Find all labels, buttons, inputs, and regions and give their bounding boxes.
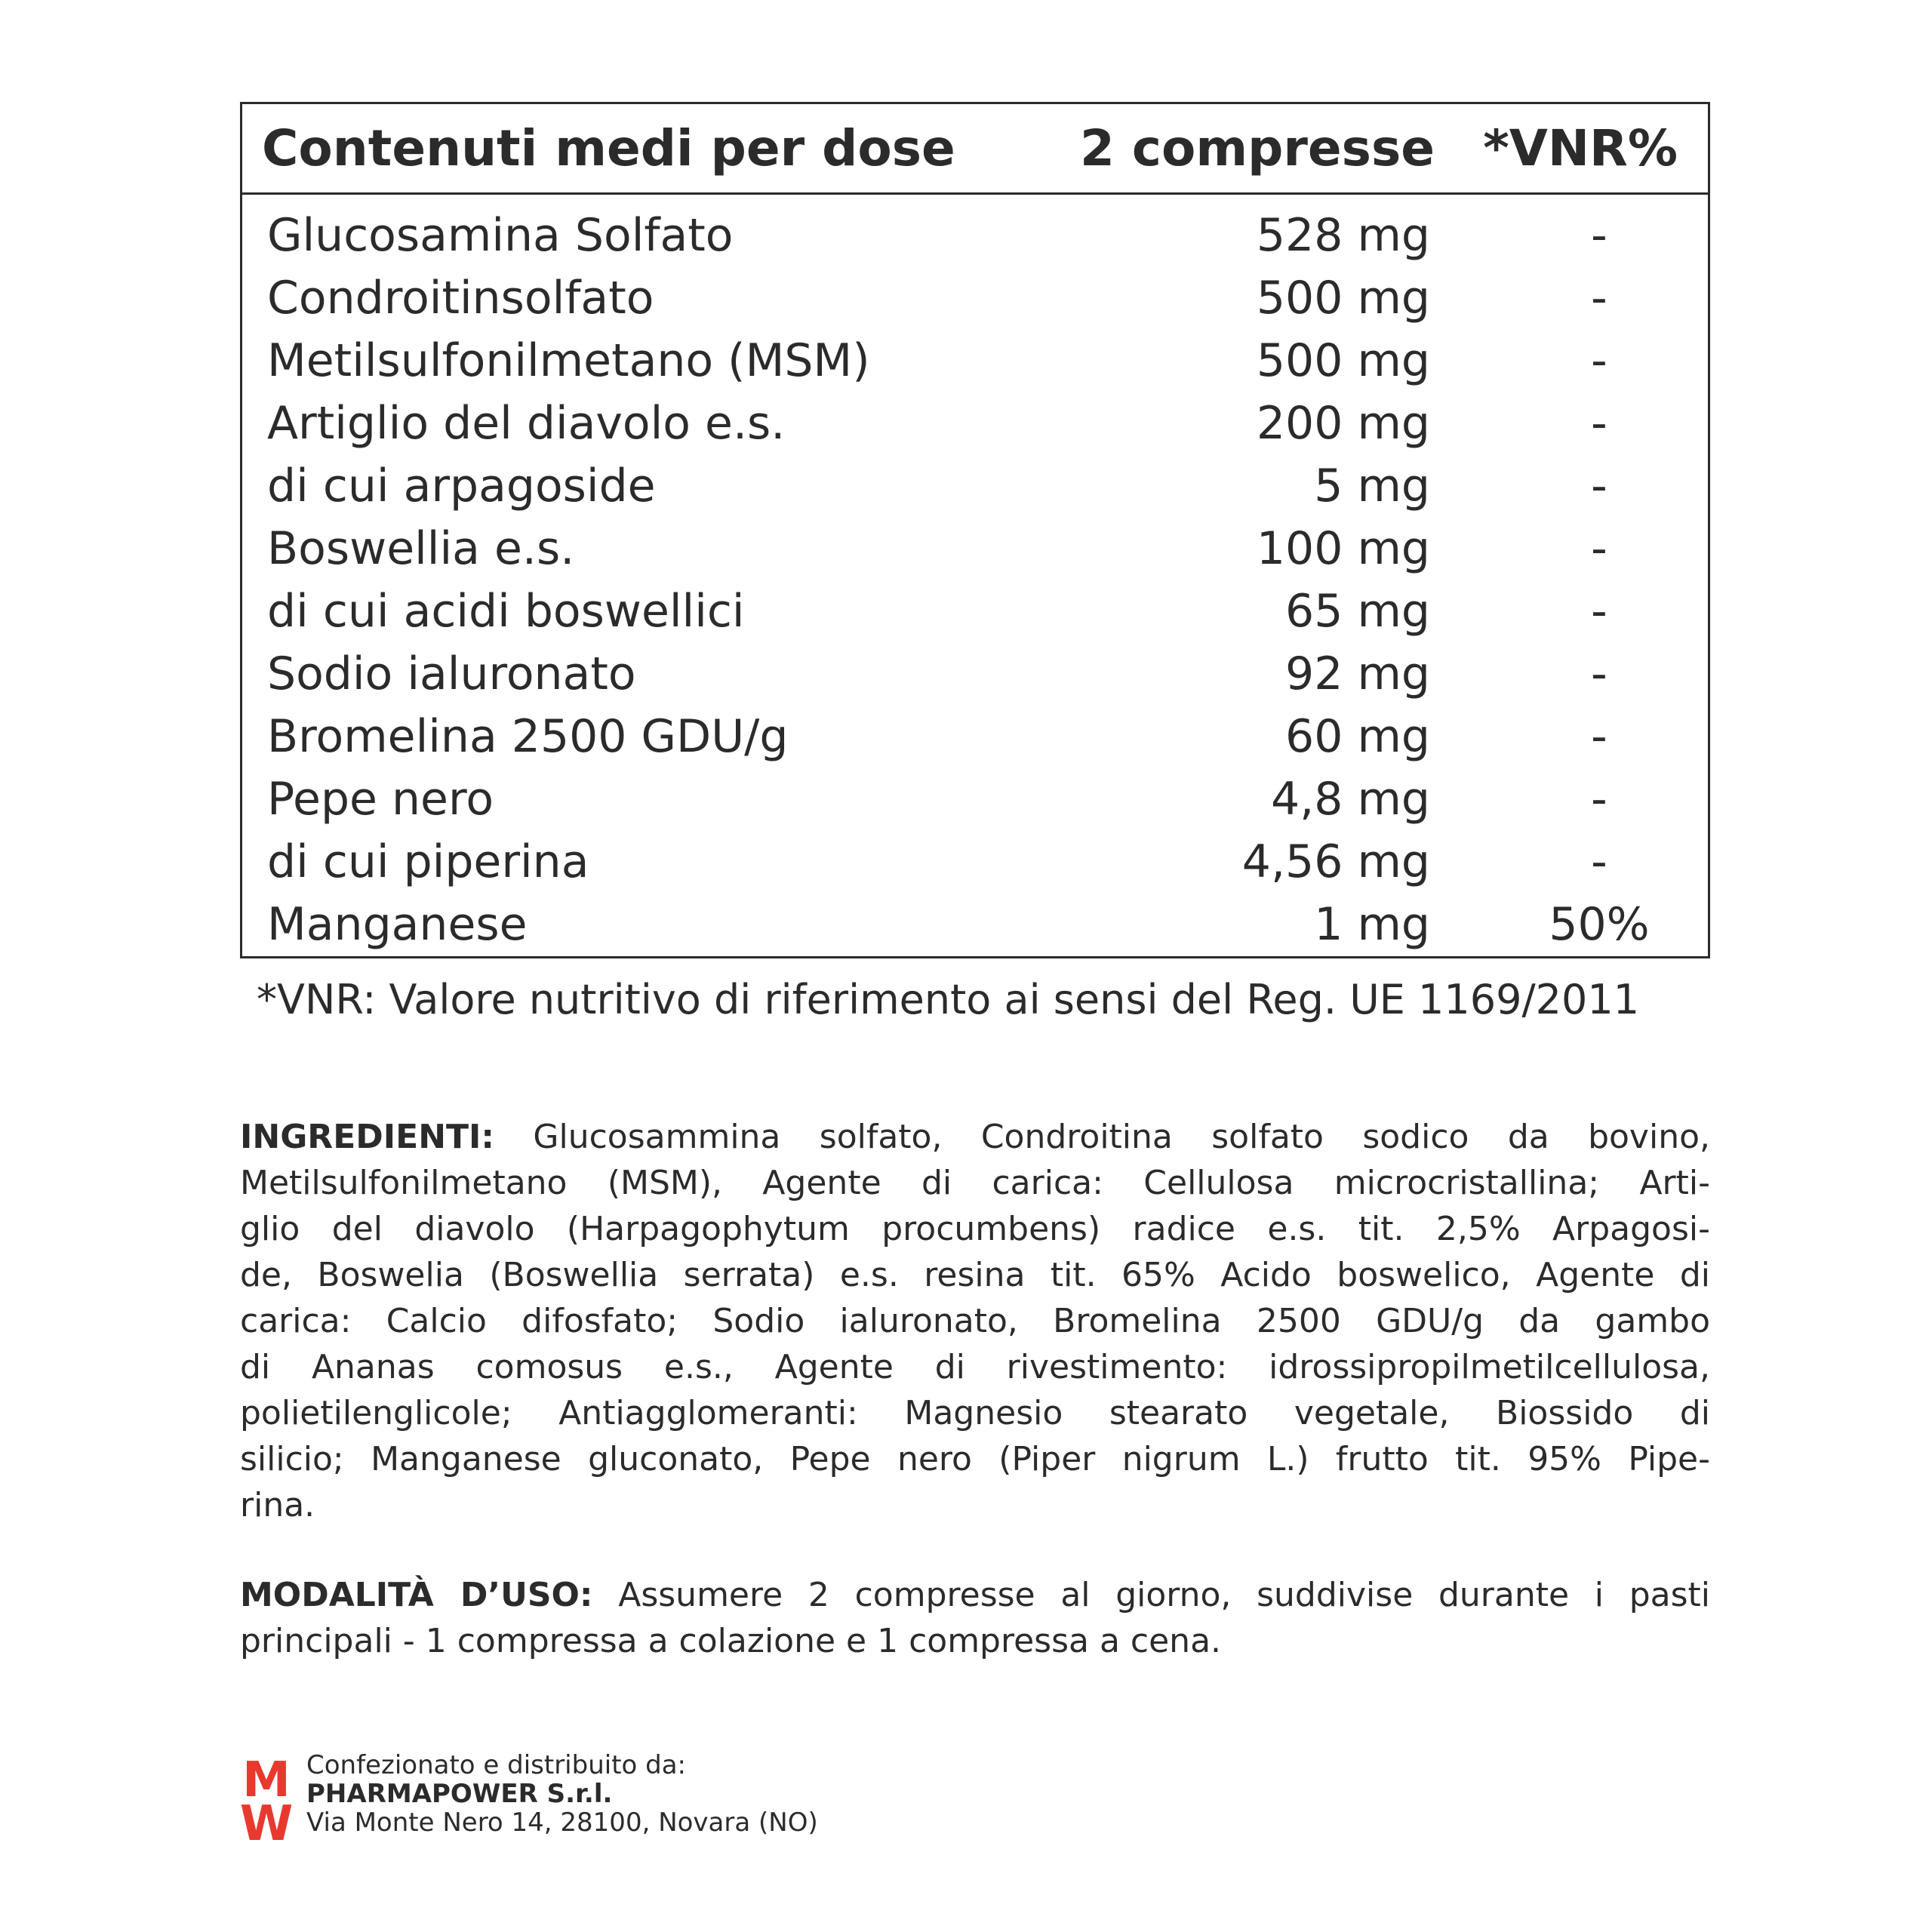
row-name: di cui arpagoside bbox=[267, 460, 656, 512]
usage-text: Assumere 2 compresse al giorno, suddivise durante i pasti bbox=[592, 1576, 1710, 1614]
ingredients-text: carica: Calcio difosfato; Sodio ialuronato, Bromelina 2500 GDU/g da gambo bbox=[240, 1302, 1710, 1340]
ingredients-text: Metilsulfonilmetano (MSM), Agente di carica: Cellulosa microcristallina; Arti- bbox=[240, 1164, 1710, 1202]
ingredients-text: silicio; Manganese gluconato, Pepe nero (Piper nigrum L.) frutto tit. 95% Pipe- bbox=[240, 1440, 1710, 1478]
row-name: Metilsulfonilmetano (MSM) bbox=[267, 334, 870, 387]
ingredients-line bbox=[240, 1114, 1710, 1160]
ingredients-text: de, Boswelia (Boswellia serrata) e.s. resina tit. 65% Acido boswelico, Agente di bbox=[240, 1256, 1710, 1294]
row-name: di cui acidi boswellici bbox=[267, 585, 745, 638]
ingredients-line bbox=[240, 1344, 1710, 1390]
usage-text: principali - 1 compressa a colazione e 1 compressa a cena. bbox=[240, 1622, 1222, 1660]
table-footnote: *VNR: Valore nutritivo di riferimento ai sensi del Reg. UE 1169/2011 bbox=[257, 976, 1640, 1023]
row-vnr: 50% bbox=[1549, 898, 1650, 951]
usage-label: MODALITÀ D’USO: bbox=[240, 1576, 593, 1614]
ingredients-line bbox=[240, 1298, 1710, 1344]
row-name: Boswellia e.s. bbox=[267, 522, 575, 575]
row-amount: 4,8 mg bbox=[1270, 773, 1430, 826]
row-vnr: - bbox=[1591, 773, 1607, 826]
row-amount: 200 mg bbox=[1256, 397, 1430, 450]
usage-paragraph bbox=[240, 1572, 1710, 1664]
row-name: Pepe nero bbox=[267, 773, 494, 826]
row-name: Manganese bbox=[267, 898, 528, 951]
table-row bbox=[242, 392, 1708, 455]
row-vnr: - bbox=[1591, 397, 1607, 450]
ingredients-line bbox=[240, 1482, 1710, 1528]
row-vnr: - bbox=[1591, 835, 1607, 888]
footer bbox=[240, 1751, 919, 1849]
logo-letter: W bbox=[240, 1796, 293, 1844]
table-row bbox=[242, 894, 1708, 956]
ingredients-label: INGREDIENTI: bbox=[240, 1118, 495, 1156]
row-vnr: - bbox=[1591, 710, 1607, 763]
row-name: di cui piperina bbox=[267, 835, 589, 888]
row-vnr: - bbox=[1591, 272, 1607, 325]
table-row bbox=[242, 455, 1708, 518]
table-row bbox=[242, 706, 1708, 768]
ingredients-text: Glucosammina solfato, Condroitina solfato sodico da bovino, bbox=[494, 1118, 1710, 1156]
row-vnr: - bbox=[1591, 585, 1607, 638]
ingredients-paragraph bbox=[240, 1114, 1710, 1528]
row-vnr: - bbox=[1591, 460, 1607, 512]
ingredients-line bbox=[240, 1436, 1710, 1482]
nutrition-table bbox=[240, 102, 1710, 958]
table-row bbox=[242, 643, 1708, 706]
row-amount: 60 mg bbox=[1285, 710, 1430, 763]
row-amount: 100 mg bbox=[1256, 522, 1430, 575]
ingredients-text: glio del diavolo (Harpagophytum procumbens) radice e.s. tit. 2,5% Arpagosi- bbox=[240, 1210, 1710, 1248]
header-amount: 2 compresse bbox=[1079, 119, 1435, 177]
footer-text bbox=[306, 1751, 818, 1837]
table-row bbox=[242, 580, 1708, 643]
table-row bbox=[242, 518, 1708, 580]
header-vnr: *VNR% bbox=[1483, 119, 1678, 177]
usage-line bbox=[240, 1572, 1710, 1618]
row-amount: 65 mg bbox=[1285, 585, 1430, 638]
footer-line1: Confezionato e distribuito da: bbox=[306, 1750, 687, 1780]
header-name: Contenuti medi per dose bbox=[262, 119, 955, 177]
ingredients-line bbox=[240, 1206, 1710, 1252]
row-vnr: - bbox=[1591, 648, 1607, 700]
ingredients-line bbox=[240, 1252, 1710, 1298]
table-row bbox=[242, 267, 1708, 330]
table-row bbox=[242, 205, 1708, 267]
row-name: Bromelina 2500 GDU/g bbox=[267, 710, 789, 763]
row-name: Sodio ialuronato bbox=[267, 648, 636, 700]
row-vnr: - bbox=[1591, 209, 1607, 262]
row-amount: 92 mg bbox=[1285, 648, 1430, 700]
row-amount: 1 mg bbox=[1314, 898, 1430, 951]
company-name: PHARMAPOWER S.r.l. bbox=[306, 1779, 613, 1809]
row-amount: 500 mg bbox=[1256, 272, 1430, 325]
ingredients-text: polietilenglicole; Antiagglomeranti: Magnesio stearato vegetale, Biossido di bbox=[240, 1394, 1710, 1432]
row-amount: 500 mg bbox=[1256, 334, 1430, 387]
table-body bbox=[242, 195, 1708, 956]
ingredients-text: rina. bbox=[240, 1486, 315, 1524]
row-name: Artiglio del diavolo e.s. bbox=[267, 397, 786, 450]
brand-logo bbox=[240, 1757, 293, 1844]
row-name: Glucosamina Solfato bbox=[267, 209, 734, 262]
usage-line bbox=[240, 1618, 1710, 1664]
ingredients-line bbox=[240, 1390, 1710, 1436]
ingredients-text: di Ananas comosus e.s., Agente di rivestimento: idrossipropilmetilcellulosa, bbox=[240, 1348, 1710, 1386]
row-amount: 5 mg bbox=[1314, 460, 1430, 512]
row-amount: 528 mg bbox=[1256, 209, 1430, 262]
row-vnr: - bbox=[1591, 334, 1607, 387]
table-row bbox=[242, 831, 1708, 894]
table-header bbox=[242, 104, 1708, 195]
company-address: Via Monte Nero 14, 28100, Novara (NO) bbox=[306, 1807, 818, 1838]
table-row bbox=[242, 330, 1708, 392]
row-name: Condroitinsolfato bbox=[267, 272, 654, 325]
row-vnr: - bbox=[1591, 522, 1607, 575]
row-amount: 4,56 mg bbox=[1241, 835, 1430, 888]
ingredients-line bbox=[240, 1160, 1710, 1206]
logo-letter: M bbox=[242, 1757, 291, 1808]
table-row bbox=[242, 768, 1708, 831]
